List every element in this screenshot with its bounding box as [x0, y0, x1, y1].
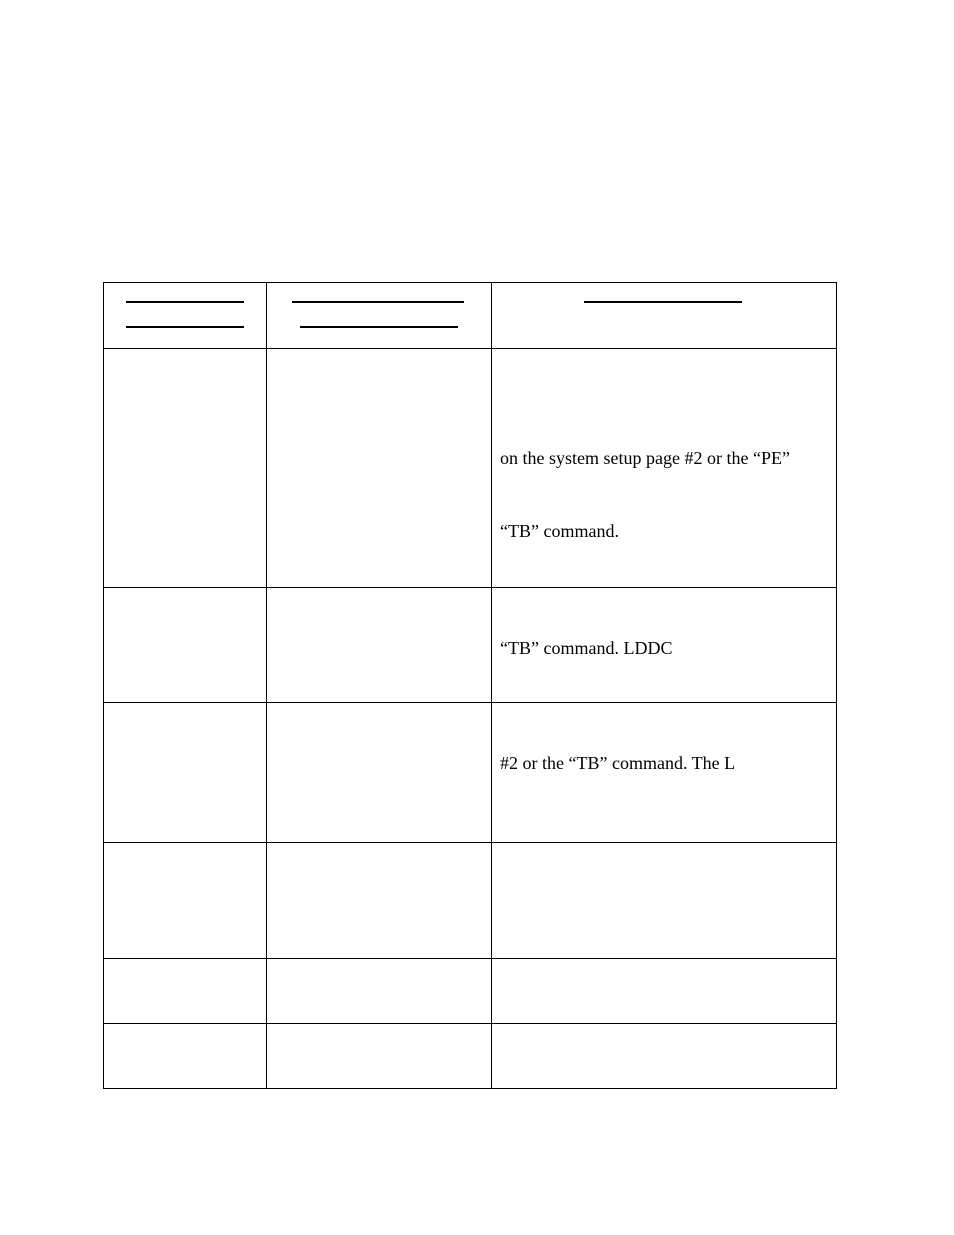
table-cell [104, 703, 267, 843]
table-cell [104, 959, 267, 1024]
table-header-row [104, 283, 837, 349]
table-row [104, 959, 837, 1024]
table-cell [492, 1024, 837, 1089]
table-cell [104, 843, 267, 959]
cell-text: “TB” command. [500, 521, 619, 541]
table-cell [267, 959, 492, 1024]
parameter-table [103, 282, 837, 1089]
table-cell [492, 843, 837, 959]
header-cell-1 [104, 283, 267, 349]
table-row [104, 843, 837, 959]
table-row [104, 1024, 837, 1089]
header-underline [126, 326, 244, 328]
table-cell [104, 1024, 267, 1089]
table-cell [492, 349, 837, 588]
table-row [104, 349, 837, 588]
table-row [104, 588, 837, 703]
table-cell [267, 1024, 492, 1089]
table-cell [492, 959, 837, 1024]
table-cell [267, 349, 492, 588]
header-underline [126, 301, 244, 303]
table-cell [104, 349, 267, 588]
cell-text: “TB” command. LDDC [500, 638, 673, 658]
table-cell [492, 703, 837, 843]
table-cell [104, 588, 267, 703]
header-underline [584, 301, 742, 303]
table-cell [267, 703, 492, 843]
table-cell [267, 588, 492, 703]
cell-text: on the system setup page #2 or the “PE” [500, 448, 790, 468]
cell-text: #2 or the “TB” command. The L [500, 753, 736, 773]
header-cell-2 [267, 283, 492, 349]
header-underline [300, 326, 458, 328]
table-cell [492, 588, 837, 703]
table-row [104, 703, 837, 843]
header-cell-3 [492, 283, 837, 349]
header-underline [292, 301, 464, 303]
table-cell [267, 843, 492, 959]
